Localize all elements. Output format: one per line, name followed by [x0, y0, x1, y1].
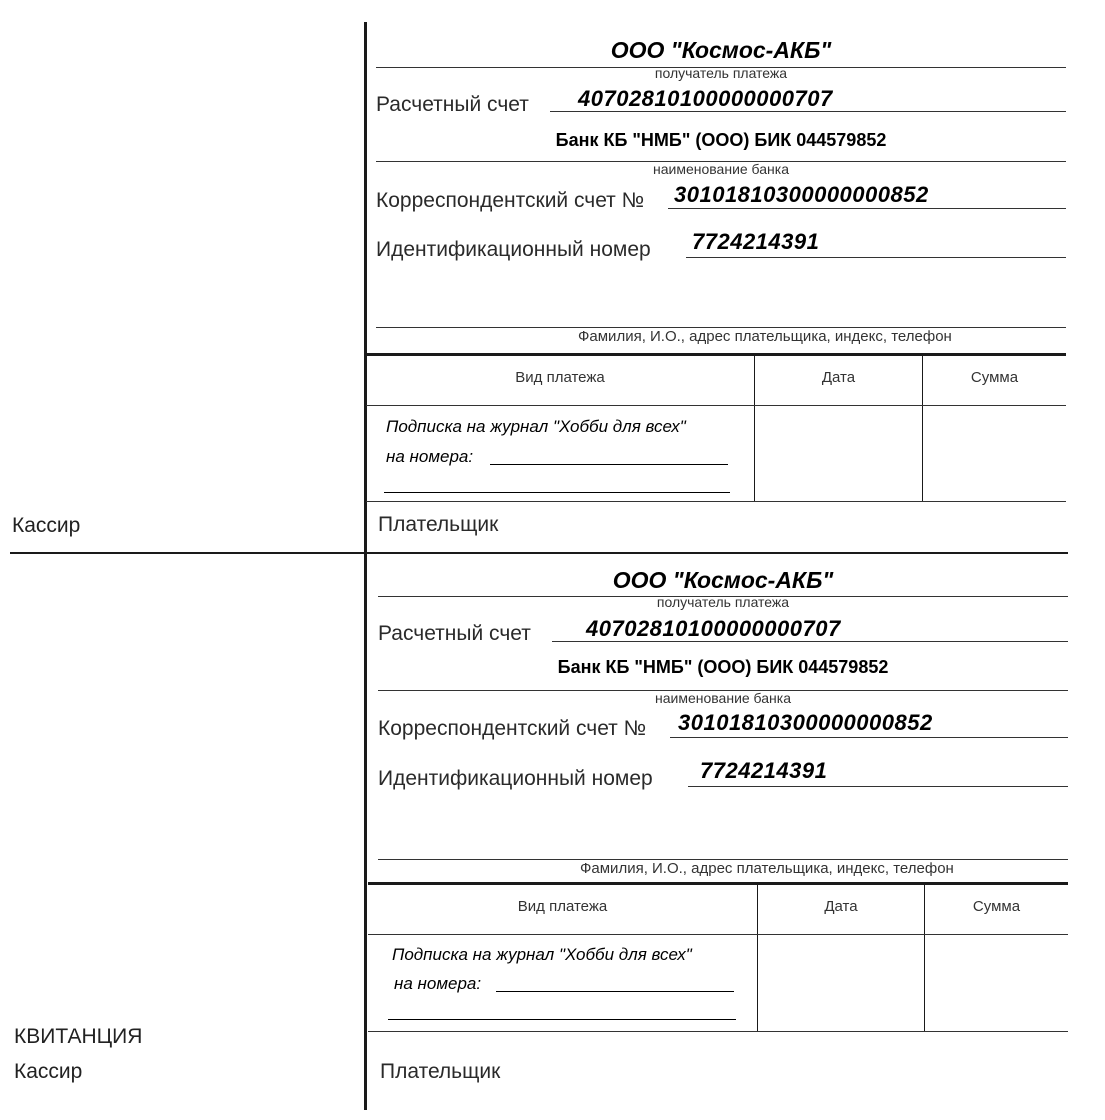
recipient-name: ООО "Космос-АКБ" — [610, 37, 832, 63]
payer-label: Плательщик — [380, 1060, 501, 1083]
payment-table-bottom-line — [366, 501, 1066, 502]
issue-numbers-line-2 — [384, 492, 730, 493]
main-vertical-divider — [364, 22, 367, 1110]
inn-value: 7724214391 — [692, 229, 820, 254]
cashier-label-bottom: Кассир — [14, 1060, 83, 1083]
issue-numbers-line — [496, 991, 734, 992]
account-label: Расчетный счет — [378, 622, 531, 645]
column-date: Дата — [821, 369, 856, 386]
column-payment-type: Вид платежа — [517, 898, 608, 915]
account-value: 40702810100000000707 — [586, 616, 841, 641]
bank-caption: наименование банка — [655, 690, 791, 706]
receipt-label: КВИТАНЦИЯ — [14, 1025, 143, 1048]
bank-caption: наименование банка — [653, 161, 789, 177]
inn-underline — [686, 257, 1066, 258]
payment-purpose-line2: на номера: — [394, 974, 482, 993]
account-value: 40702810100000000707 — [578, 86, 833, 111]
corr-account-label: Корреспондентский счет № — [378, 717, 647, 740]
payer-info-caption: Фамилия, И.О., адрес плательщика, индекс, телефон — [580, 860, 954, 877]
recipient-name: ООО "Космос-АКБ" — [612, 567, 834, 593]
payment-table-header-line — [368, 934, 1068, 935]
inn-underline — [688, 786, 1068, 787]
payment-table-bottom-line — [368, 1031, 1068, 1032]
column-date: Дата — [824, 898, 858, 915]
payment-table-header-line — [366, 405, 1066, 406]
column-sum: Сумма — [972, 898, 1021, 915]
corr-account-underline — [670, 737, 1068, 738]
payment-purpose-line1: Подписка на журнал "Хобби для всех" — [392, 945, 692, 964]
corr-account-value: 30101810300000000852 — [674, 182, 929, 207]
middle-horizontal-divider — [10, 552, 1068, 554]
corr-account-value: 30101810300000000852 — [678, 710, 933, 735]
inn-label: Идентификационный номер — [376, 238, 651, 261]
payment-purpose-line1: Подписка на журнал "Хобби для всех" — [386, 417, 686, 436]
recipient-caption: получатель платежа — [654, 65, 788, 81]
column-payment-type: Вид платежа — [515, 369, 605, 386]
payer-info-caption: Фамилия, И.О., адрес плательщика, индекс, телефон — [578, 328, 952, 345]
issue-numbers-line — [490, 464, 728, 465]
payment-table-top-border — [368, 882, 1068, 885]
account-label: Расчетный счет — [376, 93, 529, 116]
bank-value: Банк КБ "НМБ" (ООО) БИК 044579852 — [557, 657, 889, 677]
payment-table-top-border — [366, 353, 1066, 356]
cashier-label-top: Кассир — [12, 514, 81, 537]
inn-value: 7724214391 — [700, 758, 828, 783]
bank-value: Банк КБ "НМБ" (ООО) БИК 044579852 — [555, 130, 887, 150]
recipient-caption: получатель платежа — [656, 594, 790, 610]
corr-account-label: Корреспондентский счет № — [376, 189, 645, 212]
corr-account-underline — [668, 208, 1066, 209]
issue-numbers-line-2 — [388, 1019, 736, 1020]
payer-label: Плательщик — [378, 513, 499, 536]
column-sum: Сумма — [970, 369, 1019, 386]
inn-label: Идентификационный номер — [378, 767, 653, 790]
payment-purpose-line2: на номера: — [386, 447, 474, 466]
